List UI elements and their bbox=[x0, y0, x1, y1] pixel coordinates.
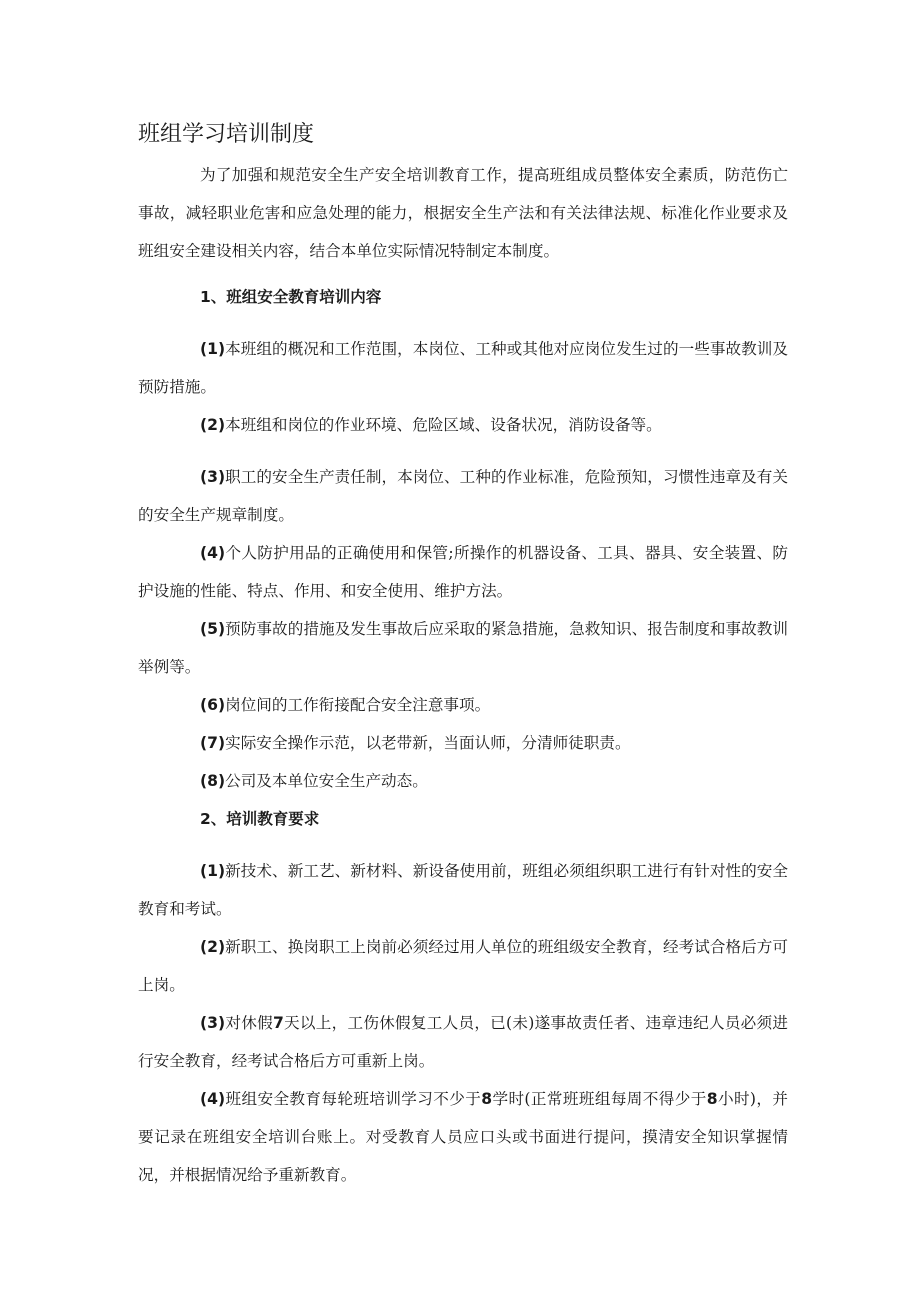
item-text: 职工的安全生产责任制，本岗位、工种的作业标准，危险预知，习惯性违章及有关的安全生产规章制度。 bbox=[138, 468, 788, 524]
list-item bbox=[138, 852, 788, 928]
item-text: 对休假 bbox=[225, 1014, 273, 1032]
item-bold-number: 8 bbox=[481, 1090, 493, 1108]
item-text: 实际安全操作示范，以老带新，当面认师，分清师徒职责。 bbox=[225, 734, 631, 752]
item-text: 岗位间的工作衔接配合安全注意事项。 bbox=[225, 696, 491, 714]
item-number: (8) bbox=[200, 772, 226, 790]
item-text: 小时)，并要记录在班组安全培训台账上。对受教育人员应口头或书面进行提问，摸清安全知识掌握情况，并根据情况给予重新教育。 bbox=[138, 1090, 788, 1184]
list-item bbox=[138, 458, 788, 534]
item-text: 学时(正常班班组每周不得少于 bbox=[492, 1090, 707, 1108]
item-bold-number: 8 bbox=[706, 1090, 718, 1108]
list-item bbox=[138, 762, 788, 800]
item-number: (1) bbox=[200, 862, 226, 880]
item-number: (5) bbox=[200, 620, 226, 638]
item-text: 本班组和岗位的作业环境、危险区域、设备状况，消防设备等。 bbox=[225, 416, 662, 434]
item-text: 个人防护用品的正确使用和保管;所操作的机器设备、工具、器具、安全装置、防护设施的性能、特点、作用、和安全使用、维护方法。 bbox=[138, 544, 788, 600]
section-heading-1: 1、班组安全教育培训内容 bbox=[200, 288, 382, 306]
list-item bbox=[138, 928, 788, 1004]
item-text: 班组安全教育每轮班培训学习不少于 bbox=[225, 1090, 482, 1108]
list-item bbox=[138, 724, 788, 762]
document-page bbox=[138, 118, 788, 1194]
list-item bbox=[138, 686, 788, 724]
intro-paragraph: 为了加强和规范安全生产安全培训教育工作，提高班组成员整体安全素质，防范伤亡事故，减轻职业危害和应急处理的能力，根据安全生产法和有关法律法规、标准化作业要求及班组安全建设相关内容，结合本单位实际情况特制定本制度。 bbox=[138, 166, 788, 260]
item-text: 公司及本单位安全生产动态。 bbox=[225, 772, 428, 790]
list-item bbox=[138, 1080, 788, 1194]
item-number: (3) bbox=[200, 1014, 226, 1032]
section-heading-2: 2、培训教育要求 bbox=[200, 810, 320, 828]
document-title: 班组学习培训制度 bbox=[138, 122, 315, 147]
item-text: 预防事故的措施及发生事故后应采取的紧急措施，急救知识、报告制度和事故教训举例等。 bbox=[138, 620, 788, 676]
item-number: (2) bbox=[200, 938, 226, 956]
item-number: (4) bbox=[200, 544, 226, 562]
item-number: (6) bbox=[200, 696, 226, 714]
list-item bbox=[138, 610, 788, 686]
list-item bbox=[138, 1004, 788, 1080]
list-item bbox=[138, 330, 788, 406]
item-number: (1) bbox=[200, 340, 226, 358]
item-text: 天以上，工伤休假复工人员，已(未)遂事故责任者、违章违纪人员必须进行安全教育，经考试合格后方可重新上岗。 bbox=[138, 1014, 788, 1070]
item-number: (2) bbox=[200, 416, 226, 434]
item-text: 本班组的概况和工作范围，本岗位、工种或其他对应岗位发生过的一些事故教训及预防措施。 bbox=[138, 340, 788, 396]
item-number: (7) bbox=[200, 734, 226, 752]
item-number: (4) bbox=[200, 1090, 226, 1108]
item-text: 新技术、新工艺、新材料、新设备使用前，班组必须组织职工进行有针对性的安全教育和考试。 bbox=[138, 862, 788, 918]
item-bold-number: 7 bbox=[272, 1014, 284, 1032]
list-item bbox=[138, 406, 788, 444]
item-number: (3) bbox=[200, 468, 226, 486]
item-text: 新职工、换岗职工上岗前必须经过用人单位的班组级安全教育，经考试合格后方可上岗。 bbox=[138, 938, 788, 994]
list-item bbox=[138, 534, 788, 610]
